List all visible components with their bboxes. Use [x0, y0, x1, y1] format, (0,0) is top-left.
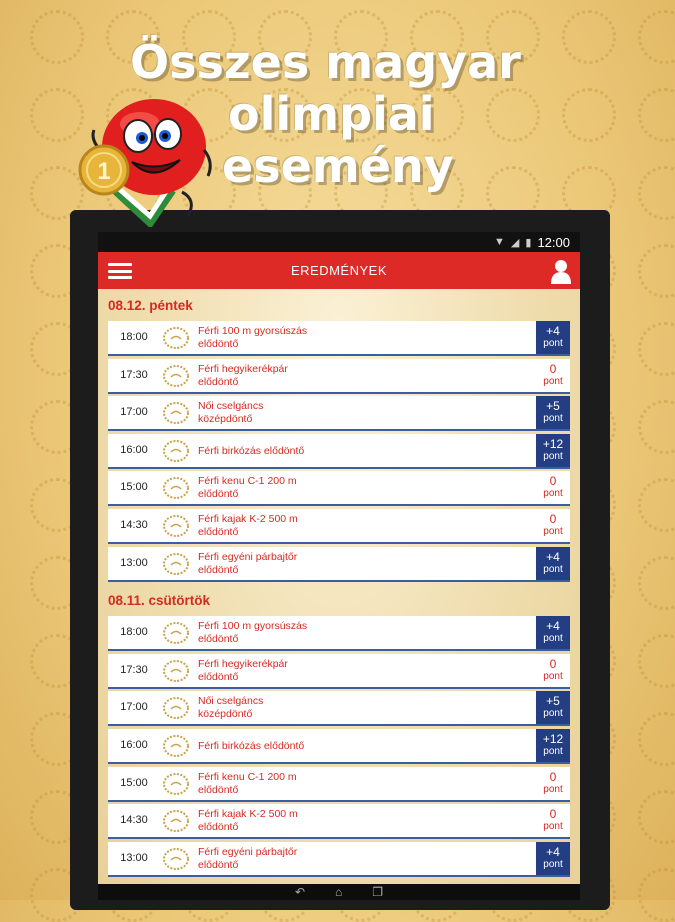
- points-badge: [536, 842, 570, 875]
- event-time: 18:00: [120, 626, 148, 639]
- points-badge: [536, 654, 570, 687]
- event-time: 13:00: [120, 556, 148, 569]
- points-badge: [536, 767, 570, 800]
- mascot-illustration: [72, 92, 222, 227]
- points-value: +12: [542, 436, 564, 451]
- laurel-icon: [162, 476, 190, 500]
- points-badge: [536, 691, 570, 724]
- event-name-line-2: elődöntő: [198, 488, 239, 501]
- event-row[interactable]: [108, 359, 570, 394]
- event-name: [198, 695, 498, 721]
- event-name: [198, 325, 498, 351]
- laurel-icon: [162, 514, 190, 538]
- background-ring: [30, 10, 84, 64]
- app-bar: [98, 252, 580, 289]
- event-time: 14:30: [120, 518, 148, 531]
- points-badge: [536, 804, 570, 837]
- event-name: [198, 771, 498, 797]
- laurel-icon: [162, 439, 190, 463]
- background-ring: [638, 556, 675, 610]
- event-name-line-1: Női cselgáncs: [198, 400, 264, 413]
- points-value: +4: [546, 549, 560, 564]
- event-name-line-2: elődöntő: [198, 633, 239, 646]
- event-name-line-1: Férfi hegyikerékpár: [198, 657, 288, 670]
- battery-icon: ▮: [525, 236, 532, 249]
- background-ring: [638, 790, 675, 844]
- event-time: 18:00: [120, 331, 148, 343]
- points-value: 0: [549, 656, 557, 671]
- points-badge: [536, 321, 570, 354]
- points-value: +5: [546, 694, 560, 709]
- event-name: [198, 513, 498, 539]
- event-row[interactable]: [108, 729, 570, 764]
- points-unit: pont: [543, 525, 563, 537]
- laurel-icon: [162, 552, 190, 576]
- event-row[interactable]: [108, 321, 570, 356]
- event-row[interactable]: [108, 509, 570, 544]
- points-value: 0: [549, 474, 557, 489]
- event-row[interactable]: [108, 616, 570, 651]
- event-name-line-1: Férfi kajak K-2 500 m: [198, 808, 298, 821]
- laurel-icon: [162, 326, 190, 350]
- event-name: [198, 363, 498, 389]
- event-time: 17:30: [120, 663, 148, 676]
- points-value: 0: [549, 361, 557, 376]
- event-time: 17:00: [120, 406, 148, 419]
- status-bar: [98, 232, 580, 252]
- event-name-line-1: Férfi egyéni párbajtőr: [198, 845, 298, 858]
- background-ring: [638, 400, 675, 454]
- event-time: 13:00: [120, 851, 148, 864]
- event-row[interactable]: [108, 691, 570, 726]
- status-time: 12:00: [537, 234, 570, 250]
- user-icon[interactable]: [550, 258, 572, 284]
- event-time: 17:00: [120, 701, 148, 714]
- points-value: +4: [546, 844, 560, 859]
- points-unit: pont: [543, 821, 563, 833]
- points-badge: [536, 509, 570, 542]
- event-time: 16:00: [120, 443, 148, 456]
- results-list: [98, 289, 580, 900]
- event-name-line-2: elődöntő: [198, 338, 239, 350]
- back-icon[interactable]: ↶: [294, 885, 306, 899]
- event-name-line-1: Férfi kajak K-2 500 m: [198, 512, 298, 525]
- laurel-icon: [162, 847, 190, 871]
- event-row[interactable]: [108, 767, 570, 802]
- points-unit: pont: [543, 338, 563, 349]
- event-name: [198, 400, 498, 426]
- event-name-line-1: Férfi birkózás elődöntő: [198, 739, 305, 752]
- day-header: 08.11. csütörtök: [108, 593, 211, 609]
- event-name-line-2: elődöntő: [198, 375, 239, 388]
- laurel-icon: [162, 772, 190, 796]
- event-row[interactable]: [108, 396, 570, 431]
- points-unit: pont: [543, 633, 563, 645]
- navigation-bar: [98, 884, 580, 900]
- headline-line-1: Összes magyar: [130, 35, 521, 89]
- points-unit: pont: [543, 413, 563, 425]
- event-row[interactable]: [108, 547, 570, 582]
- points-badge: [536, 547, 570, 580]
- event-name-line-1: Férfi hegyikerékpár: [198, 362, 288, 375]
- points-value: +4: [546, 619, 560, 634]
- home-icon[interactable]: ⌂: [335, 885, 343, 899]
- points-value: +12: [542, 731, 564, 746]
- event-time: 15:00: [120, 481, 148, 494]
- hamburger-menu-icon[interactable]: [108, 263, 132, 279]
- event-row[interactable]: [108, 804, 570, 839]
- points-unit: pont: [543, 375, 563, 387]
- laurel-icon: [162, 734, 190, 758]
- points-badge: [536, 396, 570, 429]
- medal-number: 1: [97, 158, 111, 185]
- points-unit: pont: [543, 783, 563, 795]
- event-name-line-2: elődöntő: [198, 821, 239, 834]
- laurel-icon: [162, 696, 190, 720]
- laurel-icon: [162, 659, 190, 683]
- points-badge: [536, 729, 570, 762]
- laurel-icon: [162, 364, 190, 388]
- event-time: 15:00: [120, 776, 148, 789]
- event-name-line-1: Férfi 100 m gyorsúszás: [198, 325, 308, 337]
- event-name-line-1: Férfi 100 m gyorsúszás: [198, 620, 308, 633]
- event-name-line-2: elődöntő: [198, 858, 239, 871]
- points-unit: pont: [543, 858, 563, 870]
- event-name-line-2: középdöntő: [198, 413, 253, 426]
- points-badge: [536, 434, 570, 467]
- event-name: [198, 658, 498, 684]
- points-unit: pont: [543, 488, 563, 500]
- headline-line-3: esemény: [222, 139, 454, 193]
- event-row[interactable]: [108, 842, 570, 877]
- laurel-icon: [162, 621, 190, 645]
- points-value: +4: [546, 324, 560, 338]
- points-unit: pont: [543, 563, 563, 575]
- event-name: [198, 620, 498, 646]
- points-badge: [536, 471, 570, 504]
- background-ring: [638, 868, 675, 922]
- laurel-icon: [162, 809, 190, 833]
- points-badge: [536, 616, 570, 649]
- event-time: 17:30: [120, 368, 148, 381]
- event-row[interactable]: [108, 654, 570, 689]
- event-name-line-1: Férfi egyéni párbajtőr: [198, 550, 298, 563]
- event-name-line-1: Férfi kenu C-1 200 m: [198, 475, 297, 488]
- event-name-line-2: középdöntő: [198, 708, 253, 721]
- event-time: 14:30: [120, 814, 148, 827]
- background-ring: [638, 634, 675, 688]
- event-name: [198, 740, 498, 753]
- event-name-line-1: Férfi birkózás elődöntő: [198, 444, 305, 457]
- signal-icon: ◢: [510, 236, 520, 249]
- points-unit: pont: [543, 450, 563, 462]
- page-title: EREDMÉNYEK: [290, 263, 388, 278]
- points-value: 0: [549, 807, 557, 822]
- event-name: [198, 445, 498, 458]
- points-badge: [536, 359, 570, 392]
- event-name-line-2: elődöntő: [198, 563, 239, 576]
- event-name-line-2: elődöntő: [198, 525, 239, 538]
- event-name-line-1: Férfi kenu C-1 200 m: [198, 770, 297, 783]
- event-name-line-1: Női cselgáncs: [198, 695, 264, 708]
- points-value: 0: [549, 511, 557, 526]
- background-ring: [638, 478, 675, 532]
- headline-line-2: olimpiai: [228, 87, 435, 141]
- background-ring: [638, 322, 675, 376]
- background-ring: [638, 712, 675, 766]
- points-unit: pont: [543, 745, 563, 757]
- event-name: [198, 808, 498, 834]
- recents-icon[interactable]: ❐: [372, 885, 384, 899]
- points-value: 0: [549, 769, 557, 784]
- laurel-icon: [162, 401, 190, 425]
- day-header: 08.12. péntek: [108, 298, 193, 313]
- wifi-icon: ▼: [494, 236, 505, 248]
- points-value: +5: [546, 399, 560, 414]
- points-unit: pont: [543, 670, 563, 682]
- event-row[interactable]: [108, 471, 570, 506]
- event-name: [198, 475, 498, 501]
- event-name-line-2: elődöntő: [198, 670, 239, 683]
- background-ring: [638, 244, 675, 298]
- app-screen: [98, 232, 580, 900]
- event-row[interactable]: [108, 434, 570, 469]
- points-unit: pont: [543, 708, 563, 720]
- event-name: [198, 846, 498, 872]
- event-name-line-2: elődöntő: [198, 783, 239, 796]
- event-name: [198, 551, 498, 577]
- event-time: 16:00: [120, 738, 148, 751]
